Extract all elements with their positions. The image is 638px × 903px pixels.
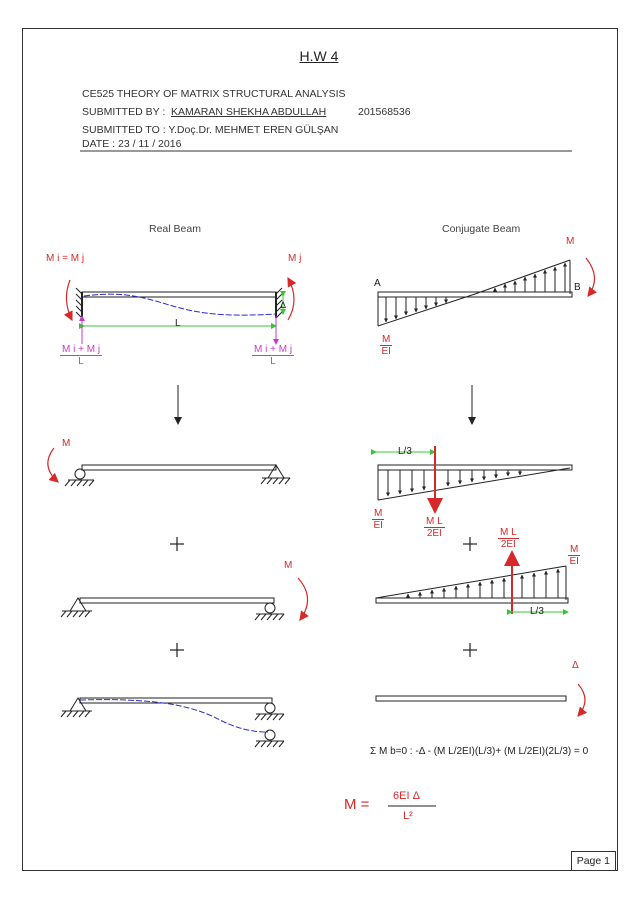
moment-left-label: M i = M j [46,253,85,264]
course-title: CE525 THEORY OF MATRIX STRUCTURAL ANALYSIS [82,88,346,100]
submitted-by-name: KAMARAN SHEKHA ABDULLAH [171,106,327,118]
reaction-left: $\frac{\text{M i + M j}}{L}$ [62,344,101,367]
point-b-label: B [574,282,581,293]
conjugate-beam [378,258,595,326]
delta-label: Δ [280,300,287,310]
date: DATE : 23 / 11 / 2016 [82,138,182,150]
submitted-to: SUBMITTED TO : Y.Doç.Dr. MEHMET EREN GÜLŞAN [82,124,339,136]
page-number: Page 1 [571,851,616,871]
case3-delta-label: Δ [572,660,579,671]
sum-moment-equation: Σ M b=0 : -Δ - (M L/2EI)(L/3)+ (M L/2EI)(2L/3) = 0 [370,746,589,757]
case1-resultant-label: $\frac{\text{M L}}{2EI}$ [426,516,443,539]
case1-moment-label: M [62,438,71,449]
conjugate-case-3 [376,684,585,716]
result-numerator: 6EI Δ [393,790,420,802]
moment-right-label: M j [288,253,302,264]
real-beam-caption: Real Beam [149,223,201,235]
case1-l-third: L/3 [398,446,412,457]
point-a-label: A [374,278,381,289]
conjugate-beam-caption: Conjugate Beam [442,223,521,235]
length-label: L [175,318,181,329]
fixed-fixed-beam [66,278,294,344]
student-id: 201568536 [358,106,411,118]
plus-signs [170,537,477,657]
case2-moment-label: M [284,560,293,571]
page-title: H.W 4 [299,48,339,64]
reaction-right: $\frac{\text{M i + M j}}{L}$ [254,344,293,367]
result-lhs: M = [344,796,370,813]
simple-beam-moment-right [61,578,308,620]
conjugate-moment-label: M [566,236,575,247]
conjugate-case-2 [376,552,568,614]
simple-beam-settlement [61,698,284,747]
case2-load-label: $\frac{M}{EI}$ [569,544,579,567]
load-m-over-ei: $\frac{M}{EI}$ [381,334,391,357]
case2-l-third: L/3 [530,606,544,617]
submitted-by-label: SUBMITTED BY : [82,106,166,118]
result-denominator: L² [403,810,413,822]
case2-resultant-label: $\frac{\text{M L}}{2EI}$ [500,527,517,550]
simple-beam-moment-left [48,448,290,486]
case1-load-label: $\frac{M}{EI}$ [373,508,383,531]
